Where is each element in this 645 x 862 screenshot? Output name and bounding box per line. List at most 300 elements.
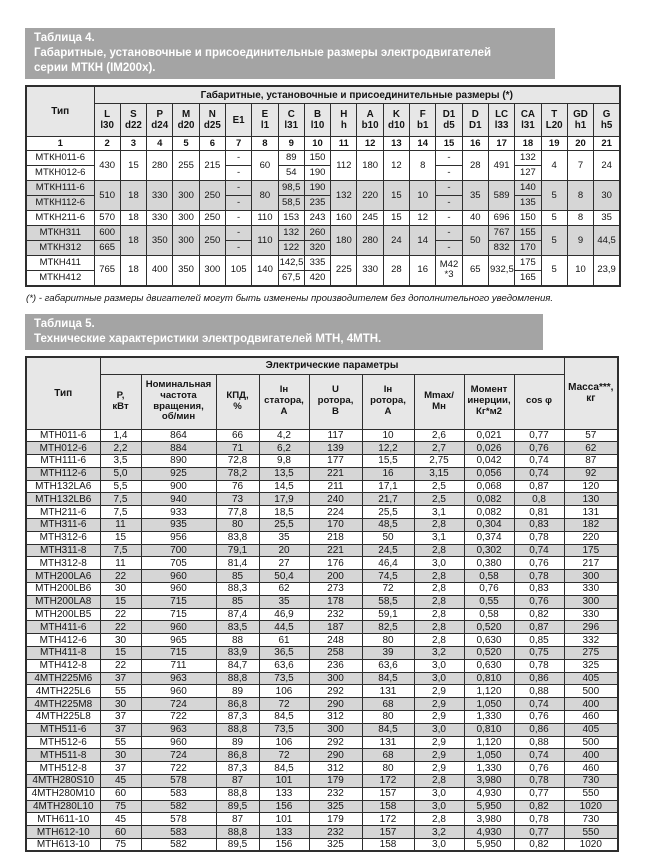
value-cell: 35	[594, 211, 620, 226]
value-cell: 200	[309, 570, 362, 583]
column-header: Iн ротора, А	[362, 374, 414, 429]
value-cell: 132	[331, 181, 357, 211]
value-cell: 21,7	[362, 493, 414, 506]
column-number: 17	[488, 137, 514, 151]
table4-row	[26, 226, 620, 241]
value-cell: 2,8	[414, 634, 464, 647]
value-cell: 273	[309, 583, 362, 596]
value-cell: 900	[141, 480, 216, 493]
value-cell: 0,78	[514, 659, 564, 672]
mass-column-header: Масса***, кг	[564, 357, 618, 430]
value-cell: 2,5	[414, 493, 464, 506]
motor-type-cell: МТН132LA6	[26, 480, 100, 493]
value-cell: 325	[309, 839, 362, 852]
value-cell: 0,76	[514, 557, 564, 570]
value-cell: 190	[304, 166, 330, 181]
column-number: 19	[541, 137, 567, 151]
motor-type-cell: МТКН012-6	[26, 166, 94, 181]
motor-type-cell: МТН200LB5	[26, 608, 100, 621]
value-cell: 50,4	[259, 570, 309, 583]
value-cell: 0,520	[464, 647, 514, 660]
value-cell: 190	[304, 181, 330, 196]
column-number: 2	[94, 137, 120, 151]
value-cell: 14,5	[259, 480, 309, 493]
motor-type-cell: 4МТН280M10	[26, 787, 100, 800]
column-number: 14	[410, 137, 436, 151]
value-cell: 0,082	[464, 493, 514, 506]
table5-row	[26, 672, 618, 685]
value-cell: 332	[564, 634, 618, 647]
value-cell: 600	[94, 226, 120, 241]
motor-type-cell: МТКН112-6	[26, 196, 94, 211]
value-cell: 1020	[564, 800, 618, 813]
value-cell: 925	[141, 467, 216, 480]
column-number: 1	[26, 137, 94, 151]
value-cell: 25,5	[362, 506, 414, 519]
value-cell: 89	[216, 736, 259, 749]
value-cell: 665	[94, 241, 120, 256]
value-cell: 23,9	[594, 256, 620, 286]
value-cell: 72	[259, 749, 309, 762]
table5-row	[26, 467, 618, 480]
value-cell: 120	[564, 480, 618, 493]
value-cell: 0,83	[514, 519, 564, 532]
value-cell: 86,8	[216, 749, 259, 762]
value-cell: 0,78	[514, 775, 564, 788]
value-cell: 88	[216, 634, 259, 647]
value-cell: 2,7	[414, 442, 464, 455]
column-number: 3	[120, 137, 146, 151]
value-cell: 50	[362, 531, 414, 544]
value-cell: 1,050	[464, 749, 514, 762]
table4-title-line2: Габаритные, установочные и присоединительные размеры электродвигателей	[34, 47, 492, 59]
value-cell: 0,88	[514, 736, 564, 749]
value-cell: 2,9	[414, 736, 464, 749]
value-cell: 290	[309, 698, 362, 711]
column-header: C l31	[278, 104, 304, 137]
value-cell: -	[225, 151, 251, 166]
table5-row	[26, 685, 618, 698]
value-cell: 960	[141, 583, 216, 596]
table5-row	[26, 711, 618, 724]
value-cell: 0,76	[514, 762, 564, 775]
value-cell: 1,330	[464, 762, 514, 775]
column-number: 5	[173, 137, 199, 151]
value-cell: 248	[309, 634, 362, 647]
value-cell: -	[225, 181, 251, 196]
column-number: 20	[567, 137, 593, 151]
value-cell: 75	[100, 839, 141, 852]
value-cell: 0,78	[514, 531, 564, 544]
value-cell: 300	[199, 256, 225, 286]
value-cell: 312	[309, 762, 362, 775]
table5-row	[26, 698, 618, 711]
value-cell: 960	[141, 570, 216, 583]
motor-type-cell: МТКН411	[26, 256, 94, 271]
value-cell: 864	[141, 429, 216, 442]
motor-type-cell: МТКН412	[26, 271, 94, 286]
table4-column-numbers-row	[26, 137, 620, 151]
value-cell: 87,3	[216, 711, 259, 724]
table5-row	[26, 544, 618, 557]
value-cell: 258	[309, 647, 362, 660]
value-cell: 58,5	[362, 595, 414, 608]
value-cell: 10	[362, 429, 414, 442]
value-cell: 54	[278, 166, 304, 181]
value-cell: 0,304	[464, 519, 514, 532]
electrical-characteristics-table	[25, 356, 619, 853]
column-number: 9	[278, 137, 304, 151]
column-header: Iн статора, А	[259, 374, 309, 429]
value-cell: 55	[100, 685, 141, 698]
table4-title-line3: серии МТКН (IM200x).	[34, 62, 156, 74]
value-cell: 180	[357, 151, 383, 181]
value-cell: 0,86	[514, 672, 564, 685]
motor-type-cell: МТН112-6	[26, 467, 100, 480]
value-cell: 296	[564, 621, 618, 634]
value-cell: 0,83	[514, 583, 564, 596]
value-cell: 245	[357, 211, 383, 226]
value-cell: 232	[309, 787, 362, 800]
value-cell: 405	[564, 723, 618, 736]
value-cell: 10	[410, 181, 436, 211]
value-cell: 20	[259, 544, 309, 557]
value-cell: 122	[278, 241, 304, 256]
column-header: LC l33	[488, 104, 514, 137]
value-cell: 17,9	[259, 493, 309, 506]
value-cell: 18,5	[259, 506, 309, 519]
table5-row	[26, 519, 618, 532]
value-cell: 2,9	[414, 685, 464, 698]
value-cell: 39	[362, 647, 414, 660]
value-cell: 72	[259, 698, 309, 711]
value-cell: 890	[141, 455, 216, 468]
value-cell: 80	[362, 634, 414, 647]
value-cell: 88,8	[216, 787, 259, 800]
value-cell: 1,4	[100, 429, 141, 442]
column-header: Момент инерции, Кг*м2	[464, 374, 514, 429]
table4-row	[26, 181, 620, 196]
column-number: 8	[252, 137, 278, 151]
value-cell: 300	[173, 211, 199, 226]
value-cell: 180	[331, 226, 357, 256]
value-cell: 35	[259, 595, 309, 608]
value-cell: 2,8	[414, 519, 464, 532]
table5-row	[26, 429, 618, 442]
value-cell: 3,980	[464, 813, 514, 826]
value-cell: 3,1	[414, 506, 464, 519]
value-cell: 7	[567, 151, 593, 181]
value-cell: 30	[100, 749, 141, 762]
value-cell: 260	[304, 226, 330, 241]
value-cell: 8	[567, 181, 593, 211]
value-cell: 75	[100, 800, 141, 813]
value-cell: 187	[309, 621, 362, 634]
column-header: D D1	[462, 104, 488, 137]
value-cell: 132	[278, 226, 304, 241]
column-header: P d24	[147, 104, 173, 137]
value-cell: 589	[488, 181, 514, 211]
table5-title-line2: Технические характеристики электродвигателей МТН, 4МТН.	[34, 332, 382, 345]
value-cell: 63,6	[362, 659, 414, 672]
value-cell: 0,78	[514, 570, 564, 583]
value-cell: 117	[309, 429, 362, 442]
table5-row	[26, 800, 618, 813]
value-cell: 55	[100, 736, 141, 749]
value-cell: 182	[564, 519, 618, 532]
value-cell: 0,74	[514, 455, 564, 468]
value-cell: 217	[564, 557, 618, 570]
value-cell: -	[436, 211, 462, 226]
value-cell: 963	[141, 723, 216, 736]
value-cell: 0,87	[514, 621, 564, 634]
value-cell: 172	[362, 775, 414, 788]
table5-row	[26, 787, 618, 800]
value-cell: 300	[564, 595, 618, 608]
value-cell: 36,5	[259, 647, 309, 660]
value-cell: 400	[564, 698, 618, 711]
value-cell: 175	[515, 256, 541, 271]
value-cell: 17,1	[362, 480, 414, 493]
value-cell: 0,082	[464, 506, 514, 519]
value-cell: 71	[216, 442, 259, 455]
value-cell: 67,5	[278, 271, 304, 286]
value-cell: 0,58	[464, 608, 514, 621]
value-cell: 155	[515, 226, 541, 241]
value-cell: 582	[141, 839, 216, 852]
value-cell: 960	[141, 621, 216, 634]
motor-type-cell: МТН512-6	[26, 736, 100, 749]
value-cell: 77,8	[216, 506, 259, 519]
motor-type-cell: МТН613-10	[26, 839, 100, 852]
value-cell: 68	[362, 698, 414, 711]
value-cell: 25,5	[259, 519, 309, 532]
table5-row	[26, 570, 618, 583]
value-cell: 0,75	[514, 647, 564, 660]
value-cell: 5	[541, 226, 567, 256]
motor-type-cell: МТН011-6	[26, 429, 100, 442]
motor-type-cell: МТКН111-6	[26, 181, 94, 196]
column-header: G h5	[594, 104, 620, 137]
value-cell: 220	[357, 181, 383, 211]
motor-type-cell: МТН200LA8	[26, 595, 100, 608]
table4-row	[26, 241, 620, 256]
value-cell: 106	[259, 685, 309, 698]
table4-title-line1: Таблица 4.	[34, 32, 95, 44]
table4-title-bar	[25, 28, 555, 79]
value-cell: 300	[564, 570, 618, 583]
value-cell: 16	[362, 467, 414, 480]
value-cell: 158	[362, 839, 414, 852]
value-cell: 235	[304, 196, 330, 211]
value-cell: 89,5	[216, 839, 259, 852]
value-cell: 0,76	[514, 711, 564, 724]
value-cell: 400	[147, 256, 173, 286]
dimensions-table	[25, 85, 621, 287]
value-cell: 0,74	[514, 698, 564, 711]
value-cell: 5,5	[100, 480, 141, 493]
column-number: 6	[199, 137, 225, 151]
value-cell: 15	[383, 211, 409, 226]
table5-row	[26, 557, 618, 570]
value-cell: 292	[309, 685, 362, 698]
value-cell: 44,5	[259, 621, 309, 634]
value-cell: 350	[147, 226, 173, 256]
value-cell: 236	[309, 659, 362, 672]
value-cell: 22	[100, 608, 141, 621]
value-cell: 156	[259, 839, 309, 852]
value-cell: 89	[216, 685, 259, 698]
table5-row	[26, 749, 618, 762]
value-cell: -	[436, 196, 462, 211]
value-cell: 105	[225, 256, 251, 286]
value-cell: 0,520	[464, 621, 514, 634]
value-cell: 110	[252, 226, 278, 256]
column-number: 13	[383, 137, 409, 151]
table4-row	[26, 256, 620, 271]
value-cell: 500	[564, 736, 618, 749]
table5-row	[26, 775, 618, 788]
value-cell: 935	[141, 519, 216, 532]
value-cell: 8	[567, 211, 593, 226]
column-header: A b10	[357, 104, 383, 137]
value-cell: 290	[309, 749, 362, 762]
value-cell: 2,8	[414, 583, 464, 596]
table5-row	[26, 723, 618, 736]
value-cell: 30	[100, 583, 141, 596]
value-cell: 15	[100, 595, 141, 608]
value-cell: 570	[94, 211, 120, 226]
column-number: 18	[515, 137, 541, 151]
value-cell: 133	[259, 787, 309, 800]
value-cell: 510	[94, 181, 120, 211]
value-cell: 3,0	[414, 787, 464, 800]
value-cell: 50	[462, 226, 488, 256]
value-cell: M42 *3	[436, 256, 462, 286]
value-cell: 963	[141, 672, 216, 685]
value-cell: 300	[173, 226, 199, 256]
value-cell: 0,76	[464, 583, 514, 596]
value-cell: 5	[541, 256, 567, 286]
value-cell: 335	[304, 256, 330, 271]
value-cell: 46,9	[259, 608, 309, 621]
value-cell: 84,5	[362, 672, 414, 685]
motor-type-cell: МТН511-6	[26, 723, 100, 736]
value-cell: 7,5	[100, 544, 141, 557]
value-cell: 320	[304, 241, 330, 256]
value-cell: 5	[541, 211, 567, 226]
motor-type-cell: МТН111-6	[26, 455, 100, 468]
column-header: S d22	[120, 104, 146, 137]
value-cell: 491	[488, 151, 514, 181]
value-cell: 583	[141, 826, 216, 839]
table5-row	[26, 455, 618, 468]
value-cell: 87,4	[216, 608, 259, 621]
value-cell: 35	[462, 181, 488, 211]
value-cell: 430	[94, 151, 120, 181]
value-cell: 730	[564, 813, 618, 826]
table4-header-row	[26, 86, 620, 104]
table5-row	[26, 442, 618, 455]
value-cell: 132	[515, 151, 541, 166]
table5-row	[26, 762, 618, 775]
motor-type-cell: МТКН011-6	[26, 151, 94, 166]
value-cell: 18	[120, 256, 146, 286]
value-cell: 2,9	[414, 749, 464, 762]
value-cell: 79,1	[216, 544, 259, 557]
table5-row	[26, 531, 618, 544]
column-number: 11	[331, 137, 357, 151]
value-cell: 22	[100, 570, 141, 583]
value-cell: 89,5	[216, 800, 259, 813]
value-cell: 0,630	[464, 634, 514, 647]
table5-row	[26, 736, 618, 749]
motor-type-cell: МТН311-6	[26, 519, 100, 532]
value-cell: 0,8	[514, 493, 564, 506]
column-header: L l30	[94, 104, 120, 137]
value-cell: 715	[141, 608, 216, 621]
motor-type-cell: МТКН312	[26, 241, 94, 256]
table5-row	[26, 608, 618, 621]
value-cell: -	[436, 181, 462, 196]
value-cell: 3,0	[414, 800, 464, 813]
value-cell: 0,58	[464, 570, 514, 583]
value-cell: 170	[309, 519, 362, 532]
motor-type-cell: МТН311-8	[26, 544, 100, 557]
value-cell: 218	[309, 531, 362, 544]
value-cell: 5,950	[464, 800, 514, 813]
value-cell: 78,2	[216, 467, 259, 480]
value-cell: 112	[331, 151, 357, 181]
column-number: 10	[304, 137, 330, 151]
value-cell: 15	[120, 151, 146, 181]
value-cell: 240	[309, 493, 362, 506]
column-header: K d10	[383, 104, 409, 137]
value-cell: 46,4	[362, 557, 414, 570]
table5-row	[26, 480, 618, 493]
column-header: Mmax/ Мн	[414, 374, 464, 429]
value-cell: 87	[216, 775, 259, 788]
value-cell: 0,87	[514, 480, 564, 493]
table4-column-labels-row	[26, 104, 620, 137]
value-cell: 2,9	[414, 762, 464, 775]
value-cell: 87	[216, 813, 259, 826]
value-cell: 8	[410, 151, 436, 181]
value-cell: 18	[120, 181, 146, 211]
value-cell: 4	[541, 151, 567, 181]
value-cell: 0,55	[464, 595, 514, 608]
value-cell: 221	[309, 467, 362, 480]
value-cell: 150	[515, 211, 541, 226]
motor-type-cell: МТН012-6	[26, 442, 100, 455]
motor-type-cell: МТН512-8	[26, 762, 100, 775]
motor-type-cell: 4МТН225L6	[26, 685, 100, 698]
value-cell: 59,1	[362, 608, 414, 621]
value-cell: 711	[141, 659, 216, 672]
value-cell: 2,8	[414, 813, 464, 826]
value-cell: 832	[488, 241, 514, 256]
value-cell: 300	[173, 181, 199, 211]
value-cell: 0,810	[464, 723, 514, 736]
value-cell: 178	[309, 595, 362, 608]
value-cell: 330	[564, 583, 618, 596]
value-cell: 48,5	[362, 519, 414, 532]
value-cell: 37	[100, 723, 141, 736]
motor-type-cell: МТКН211-6	[26, 211, 94, 226]
value-cell: 37	[100, 711, 141, 724]
value-cell: 0,026	[464, 442, 514, 455]
value-cell: 150	[304, 151, 330, 166]
